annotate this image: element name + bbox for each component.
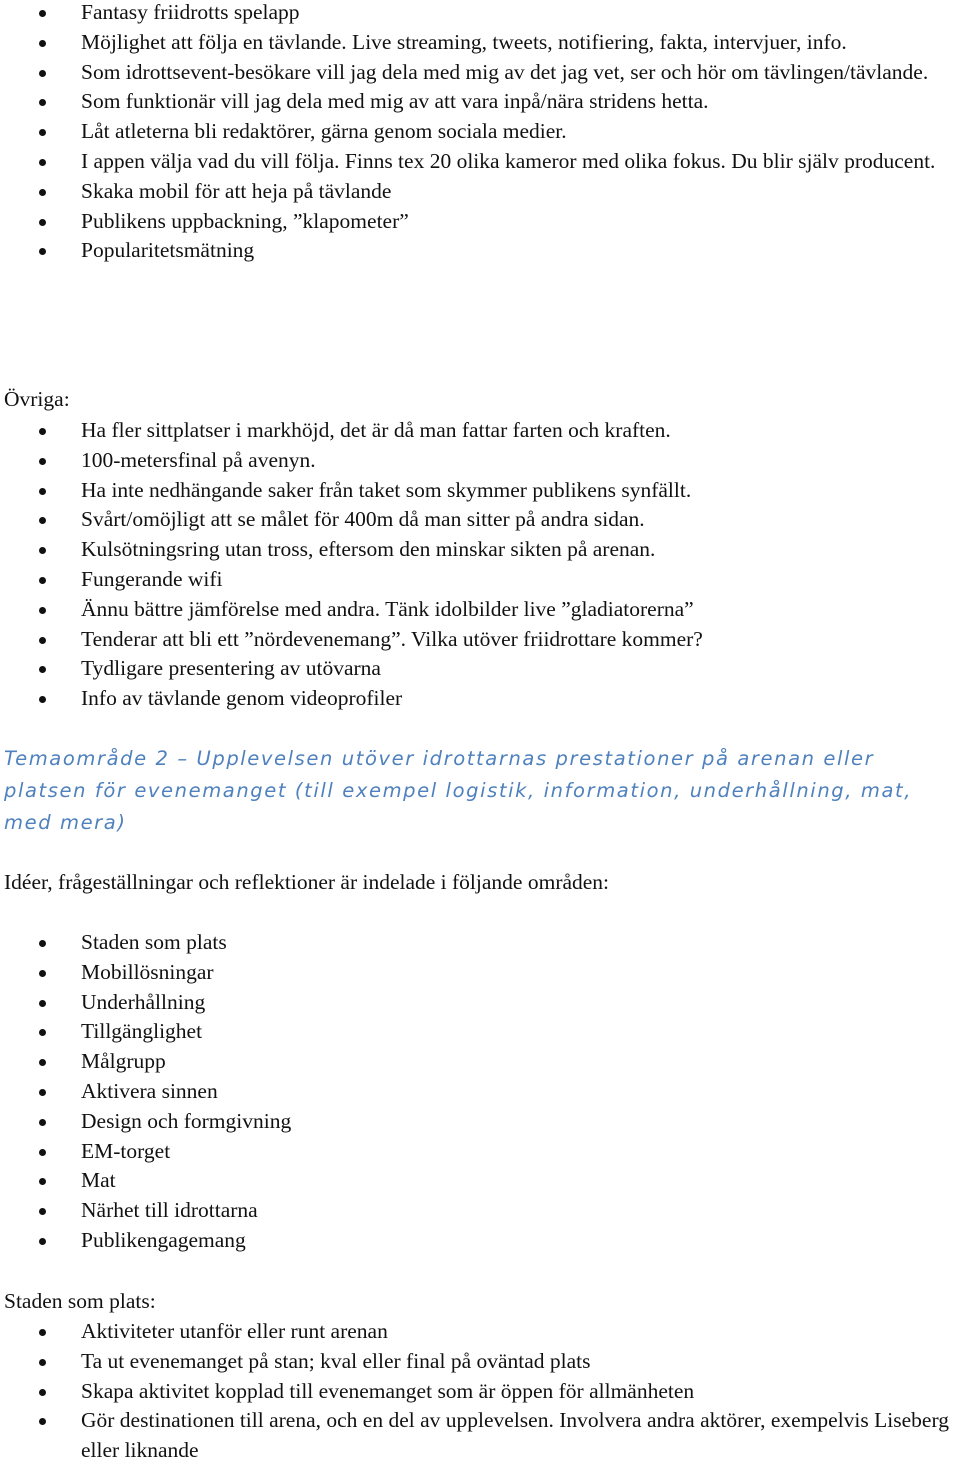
list-item: Tydligare presentering av utövarna [0,654,960,684]
ideas-heading: Idéer, frågeställningar och reflektioner är indelade i följande områden: [4,870,610,894]
list-item: Design och formgivning [0,1107,960,1137]
list-item: I appen välja vad du vill följa. Finns tex 20 olika kameror med olika fokus. Du blir själv producent. [0,147,960,177]
list-item: Ta ut evenemanget på stan; kval eller final på oväntad plats [0,1347,960,1377]
theme-heading: Temaområde 2 – Upplevelsen utöver idrottarnas prestationer på arenan eller platsen för evenemanget (till exempel logistik, information, underhållning, mat, med mera) [4,747,913,834]
list-item: Mobillösningar [0,958,960,988]
list-item: Skaka mobil för att heja på tävlande [0,177,960,207]
list-item: Ha inte nedhängande saker från taket som skymmer publikens synfällt. [0,476,960,506]
bullet-list-areas [0,928,960,1256]
list-item: Möjlighet att följa en tävlande. Live streaming, tweets, notifiering, fakta, intervjuer, info. [0,28,960,58]
list-item: Kulsötningsring utan tross, eftersom den minskar sikten på arenan. [0,535,960,565]
staden-heading: Staden som plats: [4,1289,156,1313]
list-item: Låt atleterna bli redaktörer, gärna genom sociala medier. [0,117,960,147]
list-item: EM-torget [0,1137,960,1167]
list-item: Popularitetsmätning [0,236,960,266]
list-item: Aktivera sinnen [0,1077,960,1107]
list-item: Som idrottsevent-besökare vill jag dela med mig av det jag vet, ser och hör om tävlingen/tävlande. [0,58,960,88]
list-item: Aktiviteter utanför eller runt arenan [0,1317,960,1347]
list-item: Målgrupp [0,1047,960,1077]
list-item: Skapa aktivitet kopplad till evenemanget som är öppen för allmänheten [0,1377,960,1407]
list-item: Fantasy friidrotts spelapp [0,0,960,28]
list-item: Som funktionär vill jag dela med mig av att vara inpå/nära stridens hetta. [0,87,960,117]
bullet-list-ovriga [0,416,960,714]
list-item: Ha fler sittplatser i markhöjd, det är då man fattar farten och kraften. [0,416,960,446]
bullet-list-ideas [0,0,960,266]
list-item: Ännu bättre jämförelse med andra. Tänk idolbilder live ”gladiatorerna” [0,595,960,625]
list-item: Staden som plats [0,928,960,958]
bullet-list-staden [0,1317,960,1466]
list-item: Närhet till idrottarna [0,1196,960,1226]
list-item: Tenderar att bli ett ”nördevenemang”. Vilka utöver friidrottare kommer? [0,625,960,655]
ovriga-heading: Övriga: [4,387,70,411]
list-item: Publikengagemang [0,1226,960,1256]
list-item: Fungerande wifi [0,565,960,595]
list-item: Publikens uppbackning, ”klapometer” [0,207,960,237]
list-item: 100-metersfinal på avenyn. [0,446,960,476]
list-item: Info av tävlande genom videoprofiler [0,684,960,714]
list-item: Mat [0,1166,960,1196]
list-item: Gör destinationen till arena, och en del av upplevelsen. Involvera andra aktörer, exempelvis Liseberg eller liknande [0,1406,960,1466]
list-item: Svårt/omöjligt att se målet för 400m då man sitter på andra sidan. [0,505,960,535]
list-item: Underhållning [0,988,960,1018]
list-item: Tillgänglighet [0,1017,960,1047]
